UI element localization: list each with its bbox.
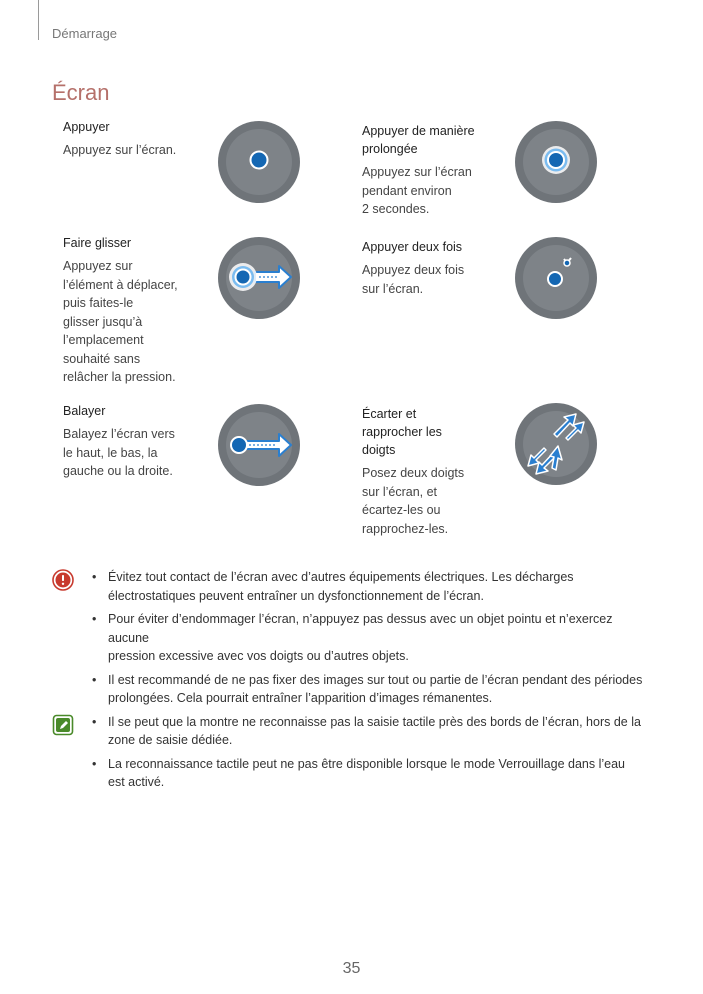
- gesture-name: Faire glisser: [63, 236, 132, 250]
- gesture-double-tap: [362, 238, 502, 298]
- gesture-desc: Appuyez deux fois sur l’écran.: [362, 263, 465, 296]
- gesture-desc: Appuyez sur l’écran pendant environ 2 secondes.: [362, 165, 472, 216]
- pinch-icon: [514, 402, 598, 486]
- gesture-desc: Posez deux doigts sur l’écran, et écartez-les ou rapprochez-les.: [362, 466, 465, 536]
- gesture-tap: [63, 118, 203, 160]
- gesture-desc: Appuyez sur l’écran.: [63, 143, 177, 157]
- caution-icon: [52, 569, 74, 591]
- caution-block: [52, 568, 652, 708]
- gesture-swipe: [63, 402, 203, 481]
- section-title: Écran: [52, 80, 110, 105]
- notes-section: [52, 568, 652, 797]
- long-press-icon: [514, 120, 598, 204]
- gesture-drag: [63, 234, 203, 387]
- caution-item: • Il est recommandé de ne pas fixer des images sur tout ou partie de l’écran pendant des périodes prolongées. Cela pourrait entraîner l’apparition d’images rémanentes.: [90, 671, 652, 708]
- caution-item: • Pour éviter d’endommager l’écran, n’appuyez pas dessus avec un objet pointu et n’exercez aucune pression excessive avec vos doigts ou d’autres objets.: [90, 610, 652, 666]
- note-item: • Il se peut que la montre ne reconnaisse pas la saisie tactile près des bords de l’écran, hors de la zone de saisie dédiée.: [90, 713, 652, 750]
- double-tap-icon: [514, 236, 598, 320]
- gesture-desc: Appuyez sur l’élément à déplacer, puis faites-le glisser jusqu’à l’emplacement souhaité sans relâcher la pression.: [63, 259, 178, 384]
- gesture-name: Écarter et rapprocher les doigts: [362, 407, 442, 457]
- note-item: • La reconnaissance tactile peut ne pas être disponible lorsque le mode Verrouillage dans l’eau est activé.: [90, 755, 652, 792]
- gesture-pinch: [362, 405, 502, 538]
- note-icon: [52, 714, 74, 736]
- gesture-name: Appuyer: [63, 120, 110, 134]
- gesture-name: Appuyer deux fois: [362, 240, 463, 254]
- note-block: [52, 713, 652, 792]
- gesture-name: Appuyer de manière prolongée: [362, 124, 475, 156]
- page-number: 35: [342, 960, 361, 977]
- header-rule: [38, 0, 39, 40]
- gesture-desc: Balayez l’écran vers le haut, le bas, la gauche ou la droite.: [63, 427, 175, 478]
- swipe-icon: [217, 403, 301, 487]
- gesture-name: Balayer: [63, 404, 106, 418]
- tap-icon: [217, 120, 301, 204]
- breadcrumb: Démarrage: [52, 26, 118, 41]
- drag-icon: [217, 236, 301, 320]
- gesture-long-press: [362, 122, 502, 219]
- caution-item: • Évitez tout contact de l’écran avec d’autres équipements électriques. Les décharges électrostatiques peuvent entraîner un dysfonctionnement de l’écran.: [90, 568, 652, 605]
